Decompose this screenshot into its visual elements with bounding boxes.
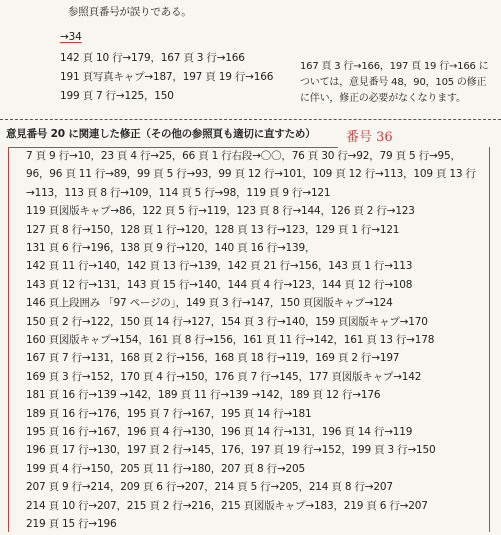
correction-line-2: 191 頁写真キャプ→187，197 頁 19 行→166: [60, 71, 274, 83]
handwritten-note: 番号 36: [346, 130, 393, 145]
correction-line: 131 頁 6 行→196，138 頁 9 行→120，140 頁 16 行→139，: [26, 242, 316, 254]
correction-line: 167 頁 7 行→131，168 頁 2 行→156，168 頁 18 行→119，169 頁 2 行→197: [26, 352, 400, 365]
side-note-line-2: ついては，意見番号 48，90，105 の修正: [300, 77, 487, 88]
correction-line: 96，96 頁 11 行→89，99 頁 5 行→93，99 頁 12 行→101，109 頁 12 行→113，109 頁 13 行: [26, 168, 476, 181]
correction-line: 119 頁図版キャプ→86，122 頁 5 行→119，123 頁 8 行→144，126 頁 2 行→123: [26, 205, 415, 218]
correction-line: 169 頁 3 行→152，170 頁 4 行→150，176 頁 7 行→145，177 頁図版キャプ→142: [26, 370, 422, 383]
correction-line-3: 199 頁 7 行→125，150: [60, 90, 174, 102]
heading-text: 参照頁番号が誤りである。: [68, 6, 192, 18]
correction-line: →113，113 頁 8 行→109，114 頁 5 行→98，119 頁 9 行→121: [26, 186, 331, 199]
correction-line: 189 頁 16 行→176，195 頁 7 行→167，195 頁 14 行→181: [26, 407, 312, 420]
correction-line: 207 頁 9 行→214，209 頁 6 行→207，214 頁 5 行→205，214 頁 8 行→207: [26, 481, 393, 494]
correction-line: 196 頁 17 行→130，197 頁 2 行→145，176，197 頁 19 行→152，199 頁 3 行→150: [26, 444, 436, 457]
correction-line: 127 頁 8 行→150，128 頁 1 行→120，128 頁 13 行→123，129 頁 1 行→121: [26, 223, 400, 236]
side-note-line-3: に伴い，修正の必要がなくなります。: [300, 93, 466, 104]
section-title: 意見番号 20 に関連した修正（その他の参照頁も適切に直すため）: [6, 128, 316, 140]
correction-line: 142 頁 11 行→140，142 頁 13 行→139，142 頁 21 行→156，143 頁 1 行→113: [26, 260, 413, 273]
correction-line: 214 頁 10 行→207，215 頁 2 行→216，215 頁図版キャプ→183，219 頁 6 行→207: [26, 499, 428, 512]
correction-line: 150 頁 2 行→122，150 頁 14 行→127，154 頁 3 行→140，159 頁図版キャプ→170: [26, 315, 428, 328]
correction-line-1: 142 頁 10 行→179，167 頁 3 行→166: [60, 52, 245, 64]
red-top-rule: [8, 147, 338, 148]
correction-line: 7 頁 9 行→10，23 頁 4 行→25，66 頁 1 行右段→〇〇，76 頁 30 行→92，79 頁 5 行→95，: [26, 150, 461, 162]
correction-line: 181 頁 16 行→139 →142，189 頁 11 行→139 →142，189 頁 12 行→176: [26, 389, 381, 402]
side-note-line-1: 167 頁 3 行→166，197 頁 19 行→166 に: [300, 61, 489, 72]
correction-line: 160 頁図版キャプ→154，161 頁 8 行→156，161 頁 11 行→142，161 頁 13 行→178: [26, 334, 435, 346]
correction-line: 219 頁 15 行→196: [26, 518, 117, 530]
correction-line: 143 頁 12 行→131，143 頁 15 行→140，144 頁 4 行→123，144 頁 12 行→108: [26, 278, 413, 291]
correction-line: 146 頁上段囲み 「97 ページの」，149 頁 3 行→147，150 頁図版キャプ→124: [26, 297, 393, 310]
correction-line: 199 頁 4 行→150，205 頁 11 行→180，207 頁 8 行→205: [26, 462, 306, 475]
correction-arrow-34: →34: [60, 31, 82, 43]
section-divider: [0, 119, 501, 120]
correction-line: 195 頁 16 行→167，196 頁 4 行→130，196 頁 14 行→131，196 頁 14 行→119: [26, 426, 413, 438]
